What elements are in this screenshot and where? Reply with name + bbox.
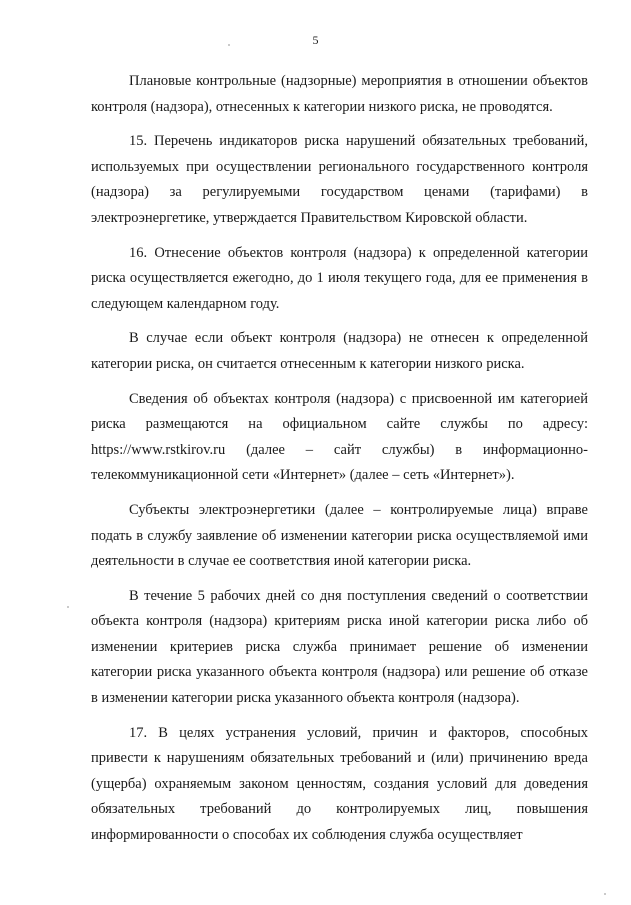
paragraph-16-risk-categorization: 16. Отнесение объектов контроля (надзора) к определенной категории риска осуществляется ежегодно, до 1 июля текущего года, для ее применения в следующем календарном году. — [91, 244, 588, 312]
paragraph-unassigned-category: В случае если объект контроля (надзора) не отнесен к определенной категории риска, он считается отнесенным к категории низкого риска. — [91, 330, 588, 372]
scan-speck — [67, 606, 69, 608]
paragraph-low-risk-inspections: Плановые контрольные (надзорные) мероприятия в отношении объектов контроля (надзора), отнесенных к категории низкого риска, не проводятся. — [91, 73, 588, 115]
scan-speck — [228, 44, 230, 46]
page-number: 5 — [312, 33, 319, 47]
document-body — [91, 69, 588, 849]
scan-speck — [604, 893, 606, 895]
paragraph-decision-period: В течение 5 рабочих дней со дня поступления сведений о соответствии объекта контроля (надзора) критериям риска иной категории риска либо об изменении критериев риска служба принимает решение об изменении категории риска указанного объекта контроля (надзора) или решение об отказе в изменении категории риска указанного объекта контроля (надзора). — [91, 587, 588, 707]
paragraph-17-prevention-measures: 17. В целях устранения условий, причин и факторов, способных привести к нарушениям обязательных требований и (или) причинению вреда (ущерба) охраняемым законом ценностям, создания условий для доведения обязательных требований до контролируемых лиц, повышения информированности о способах их соблюдения служба осуществляет — [91, 724, 588, 844]
paragraph-category-change-request: Субъекты электроэнергетики (далее – контролируемые лица) вправе подать в службу заявление об изменении категории риска осуществляемой ими деятельности в случае ее соответствия иной категории риска. — [91, 501, 588, 570]
paragraph-15-risk-indicators: 15. Перечень индикаторов риска нарушений обязательных требований, используемых при осуществлении регионального государственного контроля (надзора) за регулируемыми государством ценами (тарифами) в электроэнергетике, утверждается Правительством Кировской области. — [91, 133, 588, 226]
paragraph-publication-on-website: Сведения об объектах контроля (надзора) с присвоенной им категорией риска размещаются на официальном сайте службы по адресу: https://www.rstkirov.ru (далее – сайт службы) в информационно-телекоммуникационной сети «Интернет» (далее – сеть «Интернет»). — [91, 390, 588, 484]
